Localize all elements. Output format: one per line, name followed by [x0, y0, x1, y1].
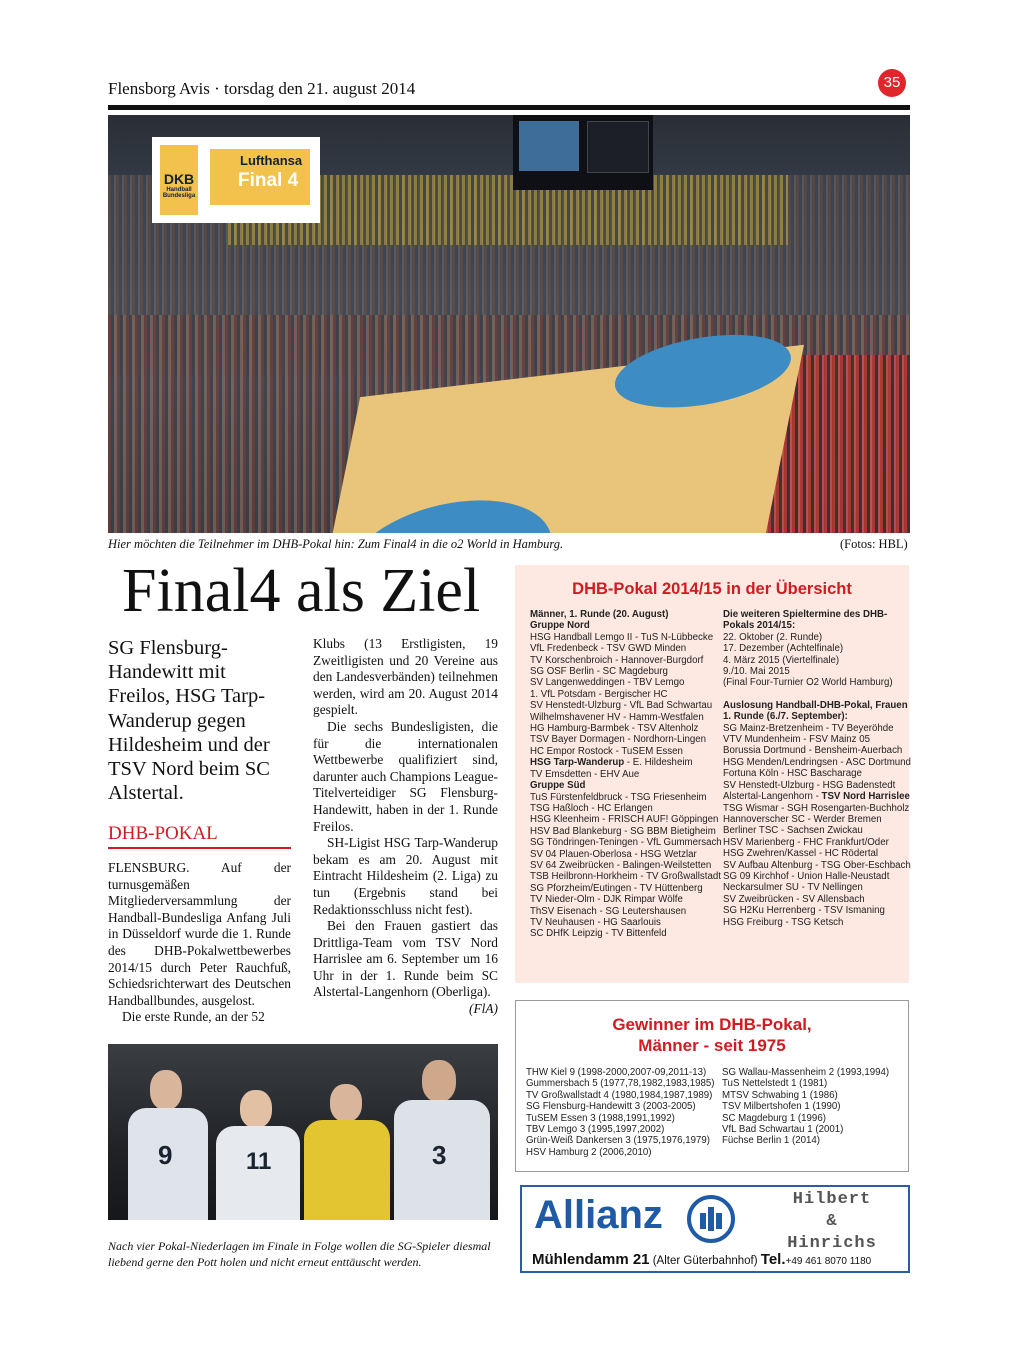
- list-row-text: SG OSF Berlin - SC Magdeburg: [530, 666, 668, 678]
- agency-name-line: &: [826, 1212, 838, 1231]
- list-row-text: SV Aufbau Altenburg - TSG Ober-Eschbach: [723, 859, 911, 871]
- list-row-text: 1. VfL Potsdam - Bergischer HC: [530, 688, 668, 700]
- list-row-text: HC Empor Rostock - TuSEM Essen: [530, 745, 683, 757]
- list-row-text: SV Langenweddingen - TBV Lemgo: [530, 677, 685, 689]
- winners-list-left: [526, 1067, 720, 1158]
- paragraph: SH-Ligist HSG Tarp-Wanderup bekam es am 20. August mit Eintracht Hildesheim (2. Liga) zu tun (Ergebnis stand bei Redaktionsschluss nicht fest).: [313, 835, 498, 917]
- list-row: [723, 859, 911, 871]
- list-row-rest: TSV Nord Harrislee: [821, 791, 910, 803]
- paragraph: FLENSBURG. Auf der turnusgemäßen Mitgliederversammlung der Handball-Bundesliga Anfang Juli in Düsseldorf wurde die 1. Runde des DHB-Pokalwettbewerbes 2014/15 durch Peter Rauchfuß, Schiedsrichterwart des Deutschen Handballbundes, ausgelost.: [108, 860, 291, 1008]
- list-row-text: SV 64 Zweibrücken - Balingen-Weilstetten: [530, 859, 712, 871]
- page-number: 35: [878, 69, 906, 97]
- allianz-advertisement[interactable]: [520, 1185, 910, 1273]
- list-row-text: TSG Haßloch - HC Erlangen: [530, 802, 653, 814]
- street: Mühlendamm 21: [532, 1251, 650, 1268]
- lufthansa-logo: [210, 149, 310, 205]
- list-row: TSV Milbertshofen 1 (1990): [722, 1101, 841, 1113]
- list-row: [723, 655, 903, 666]
- list-row-text: Berliner TSC - Sachsen Zwickau: [723, 825, 863, 837]
- dkb-logo-line: DKB: [163, 171, 195, 187]
- rubric-rule: [108, 847, 291, 849]
- overview-list-men: [530, 609, 722, 940]
- list-row: [723, 802, 910, 814]
- list-row-text: HSV Marienberg - FHC Frankfurt/Oder: [723, 836, 889, 848]
- paragraph: Die sechs Bundesligisten, die für die internationalen Wettbewerbe qualifiziert sind, darunter auch Champions League-Titelverteidiger SG Flensburg-Handewitt, haben in der 1. Runde Freilos.: [313, 718, 498, 834]
- dkb-logo: [160, 145, 198, 215]
- list-row: [530, 849, 718, 860]
- list-row-text: HSG Tarp-Wanderup: [530, 757, 625, 769]
- list-row: [530, 746, 718, 757]
- list-row: [723, 780, 903, 791]
- list-row-text: Fortuna Köln - HSC Bascharage: [723, 768, 862, 780]
- list-row-text: TuS Fürstenfeldbruck - TSG Friesenheim: [530, 791, 707, 803]
- article-column-1: [108, 860, 291, 1026]
- list-row-text: SG Pforzheim/Eutingen - TV Hüttenberg: [530, 882, 703, 894]
- list-row-text: TV Nieder-Olm - DJK Rimpar Wölfe: [530, 894, 683, 906]
- list-row-text: TSG Wismar - SGH Rosengarten-Buchholz: [723, 802, 910, 814]
- list-row-text: SG Mainz-Bretzenheim - TV Beyeröhde: [723, 722, 894, 734]
- list-row: [723, 756, 911, 768]
- jersey-number: 3: [432, 1140, 447, 1170]
- goalkeeper: [304, 1084, 390, 1220]
- list-row-text: Wilhelmshavener HV - Hamm-Westfalen: [530, 711, 704, 723]
- list-row-text: HG Hamburg-Barmbek - TSV Altenholz: [530, 723, 699, 735]
- list-row: [530, 712, 718, 723]
- list-row: SG Wallau-Massenheim 2 (1993,1994): [722, 1067, 890, 1078]
- list-row: [723, 689, 903, 700]
- list-row: [530, 917, 718, 928]
- list-row-rest: - E. Hildesheim: [624, 757, 693, 769]
- overview-title: DHB-Pokal 2014/15 in der Übersicht: [572, 580, 852, 598]
- list-row: [530, 723, 718, 734]
- list-row-text: TV Korschenbroich - Hannover-Burgdorf: [530, 654, 704, 666]
- paragraph: Klubs (13 Erstligisten, 19 Zweitligisten und 20 Vereine aus den Landesverbänden) teilnehmen werden, wird am 20. August 2014 gespielt.: [313, 636, 498, 718]
- list-row: [530, 700, 718, 711]
- list-row: [530, 906, 718, 917]
- list-row-text: SC DHfK Leipzig - TV Bittenfeld: [530, 928, 667, 940]
- list-row: [530, 780, 718, 791]
- list-row-text: 22. Oktober (2. Runde): [723, 631, 823, 643]
- list-row: [530, 620, 718, 631]
- list-row: [723, 699, 908, 711]
- list-row: [530, 871, 721, 883]
- list-row: [723, 814, 903, 825]
- list-row: VfL Bad Schwartau 1 (2001): [722, 1124, 844, 1136]
- list-row: [530, 837, 722, 849]
- list-row-text: SV 04 Plauen-Oberlosa - HSG Wetzlar: [530, 848, 697, 860]
- list-row-text: HSG Zwehren/Kassel - HC Rödertal: [723, 848, 879, 860]
- photo-credit: (Fotos: HBL): [840, 537, 908, 551]
- list-row: [530, 860, 718, 871]
- winners-title: [515, 1014, 909, 1056]
- player: [394, 1060, 490, 1220]
- list-row: TuS Nettelstedt 1 (1981): [722, 1078, 828, 1090]
- phone-number: +49 461 8070 1180: [785, 1256, 872, 1267]
- scoreboard: [513, 115, 653, 190]
- overview-list-dates-women: [723, 609, 911, 928]
- list-row: [530, 928, 718, 939]
- list-row: [723, 768, 903, 779]
- list-row: MTSV Schwabing 1 (1986): [722, 1089, 838, 1101]
- list-row: [723, 609, 903, 620]
- list-row-text: Männer, 1. Runde (20. August): [530, 609, 669, 620]
- list-row-text: SV Henstedt-Ulzburg - VfL Bad Schwartau: [530, 700, 713, 712]
- list-row-text: TSV Bayer Dormagen - Nordhorn-Lingen: [530, 734, 707, 746]
- list-row: [723, 917, 903, 928]
- list-row: [530, 643, 718, 654]
- list-row: [530, 689, 718, 700]
- list-row: [723, 734, 903, 745]
- list-row-text: TV Emsdetten - EHV Aue: [530, 768, 640, 780]
- list-row: [723, 666, 903, 677]
- list-row: [530, 677, 718, 688]
- list-row-text: Auslosung Handball-DHB-Pokal, Frauen: [723, 699, 908, 711]
- list-row-text: Hannoverscher SC - Werder Bremen: [723, 813, 882, 825]
- final4-logo: [152, 137, 320, 223]
- list-row-text: (Final Four-Turnier O2 World Hamburg): [723, 677, 893, 689]
- agency-name-line: Hilbert: [792, 1190, 872, 1209]
- article-column-2: [313, 636, 498, 1018]
- lufthansa-text: Lufthansa: [240, 153, 303, 168]
- list-row: Grün-Weiß Dankersen 3 (1975,1976,1979): [526, 1135, 710, 1147]
- list-row: [723, 905, 903, 916]
- paragraph: Die erste Runde, an der 52: [122, 1009, 265, 1025]
- list-row-text: 4. März 2015 (Viertelfinale): [723, 654, 840, 666]
- list-row: [723, 643, 903, 654]
- list-row: [530, 883, 718, 894]
- list-row-text: Gruppe Nord: [530, 620, 590, 632]
- list-row: [530, 757, 718, 768]
- list-row: [723, 848, 903, 859]
- player: [216, 1090, 300, 1220]
- list-row: [723, 882, 903, 893]
- list-row: [530, 814, 718, 825]
- list-row-text: ThSV Eisenach - SG Leutershausen: [530, 905, 687, 917]
- agency-address: [532, 1251, 871, 1269]
- list-row-text: SG H2Ku Herrenberg - TSV Ismaning: [723, 905, 885, 917]
- list-row-text: HSG Kleenheim - FRISCH AUF! Göppingen: [530, 814, 719, 826]
- agency-name: [757, 1189, 907, 1255]
- list-row-text: HSG Menden/Lendringsen - ASC Dortmund: [723, 756, 911, 768]
- dkb-logo-line: Bundesliga: [162, 193, 196, 199]
- list-row-text: HSV Bad Blankeburg - SG BBM Bietigheim: [530, 825, 716, 837]
- list-row: Füchse Berlin 1 (2014): [722, 1135, 821, 1147]
- list-row-text: TSB Heilbronn-Horkheim - TV Großwallstadt: [530, 871, 721, 883]
- list-row: [723, 620, 903, 631]
- list-row-text: Neckarsulmer SU - TV Nellingen: [723, 882, 863, 894]
- list-row-text: SV Zweibrücken - SV Allensbach: [723, 893, 865, 905]
- players-photo: [108, 1044, 498, 1220]
- list-row: [530, 734, 718, 745]
- list-row-text: 1. Runde (6./7. September):: [723, 711, 848, 723]
- section-rubric: DHB-POKAL: [108, 823, 218, 844]
- list-row: [530, 769, 718, 780]
- jersey-number: 9: [158, 1140, 173, 1170]
- author-tag: (FlA): [469, 1001, 498, 1017]
- list-row: [723, 745, 903, 756]
- top-rule: [108, 105, 910, 110]
- list-row-text: Gruppe Süd: [530, 780, 586, 792]
- list-row: [723, 711, 903, 722]
- list-row-text: Pokals 2014/15:: [723, 620, 796, 632]
- list-row-text: VfL Fredenbeck - TSV GWD Minden: [530, 643, 687, 655]
- list-row: [723, 871, 903, 882]
- list-row: [723, 837, 903, 848]
- list-row: [530, 792, 718, 803]
- player: [128, 1070, 208, 1220]
- final4-text: Final 4: [238, 170, 299, 191]
- list-row-text: VTV Mundenheim - FSV Mainz 05: [723, 734, 870, 746]
- list-row: [530, 632, 718, 643]
- dkb-logo-line: Handball: [166, 187, 192, 193]
- arena-photo: [108, 115, 910, 533]
- list-row: SG Flensburg-Handewitt 3 (2003-2005): [526, 1101, 696, 1113]
- agency-name-line: Hinrichs: [787, 1234, 877, 1253]
- players-caption: Nach vier Pokal-Niederlagen im Finale in Folge wollen die SG-Spieler diesmal liebend gerne den Pott holen und nicht erneut enttäuscht werden.: [108, 1239, 491, 1269]
- list-row: [530, 609, 718, 620]
- paragraph: Bei den Frauen gastiert das Drittliga-Team vom TSV Nord Harrislee am 6. September um 16 Uhr in der 1. Runde beim SC Alstertal-Langenhorn (Oberliga).: [313, 918, 498, 1000]
- headline: Final4 als Ziel: [122, 557, 481, 625]
- list-row: TBV Lemgo 3 (1995,1997,2002): [526, 1124, 665, 1136]
- list-row: [530, 666, 718, 677]
- allianz-wordmark: Allianz: [534, 1193, 663, 1237]
- list-row: [723, 825, 903, 836]
- list-row-text: HSG Handball Lemgo II - TuS N-Lübbecke: [530, 631, 714, 643]
- list-row-text: Die weiteren Spieltermine des DHB-: [723, 609, 888, 620]
- list-row: [723, 677, 903, 688]
- list-row: [530, 655, 718, 666]
- masthead: Flensborg Avis · torsdag den 21. august 2014: [108, 79, 416, 98]
- winners-title-line: Männer - seit 1975: [638, 1036, 786, 1055]
- street-note: (Alter Güterbahnhof): [649, 1255, 761, 1267]
- list-row: [723, 894, 903, 905]
- list-row-text: HSG Freiburg - TSG Ketsch: [723, 916, 844, 928]
- tel-label: Tel.: [760, 1251, 786, 1268]
- list-row: THW Kiel 9 (1998-2000,2007-09,2011-13): [526, 1067, 707, 1078]
- list-row-text: SV Henstedt-Ulzburg - HSG Badenstedt: [723, 779, 896, 791]
- list-row-text: Alstertal-Langenhorn -: [723, 791, 822, 803]
- list-row-text: TV Neuhausen - HG Saarlouis: [530, 916, 661, 928]
- allianz-eagle-icon: [687, 1195, 735, 1243]
- winners-list-right: [722, 1067, 902, 1147]
- list-row: [723, 723, 903, 734]
- list-row: [530, 803, 718, 814]
- list-row: TuSEM Essen 3 (1988,1991,1992): [526, 1112, 675, 1124]
- jersey-number: 11: [246, 1148, 272, 1175]
- list-row: [723, 791, 910, 803]
- list-row-text: SG Töndringen-Teningen - VfL Gummersach: [530, 837, 722, 849]
- list-row: [530, 894, 718, 905]
- list-row: HSV Hamburg 2 (2006,2010): [526, 1146, 652, 1158]
- list-row-text: SG 09 Kirchhof - Union Halle-Neustadt: [723, 870, 890, 882]
- list-row-text: 17. Dezember (Achtelfinale): [723, 643, 844, 655]
- list-row: [723, 632, 903, 643]
- list-row-text: 9./10. Mai 2015: [723, 666, 790, 678]
- photo-caption: Hier möchten die Teilnehmer im DHB-Pokal hin: Zum Final4 in die o2 World in Hamburg.: [108, 537, 564, 551]
- list-row: TV Großwallstadt 4 (1980,1984,1987,1989): [526, 1089, 713, 1101]
- list-row: [530, 826, 718, 837]
- list-row-text: Borussia Dortmund - Bensheim-Auerbach: [723, 745, 903, 757]
- list-row: SC Magdeburg 1 (1996): [722, 1112, 826, 1124]
- list-row: Gummersbach 5 (1977,78,1982,1983,1985): [526, 1078, 715, 1090]
- subheadline: SG Flensburg-Handewitt mit Freilos, HSG Tarp-Wanderup gegen Hildesheim und der TSV Nord beim SC Alstertal.: [108, 637, 270, 805]
- winners-title-line: Gewinner im DHB-Pokal,: [612, 1015, 812, 1034]
